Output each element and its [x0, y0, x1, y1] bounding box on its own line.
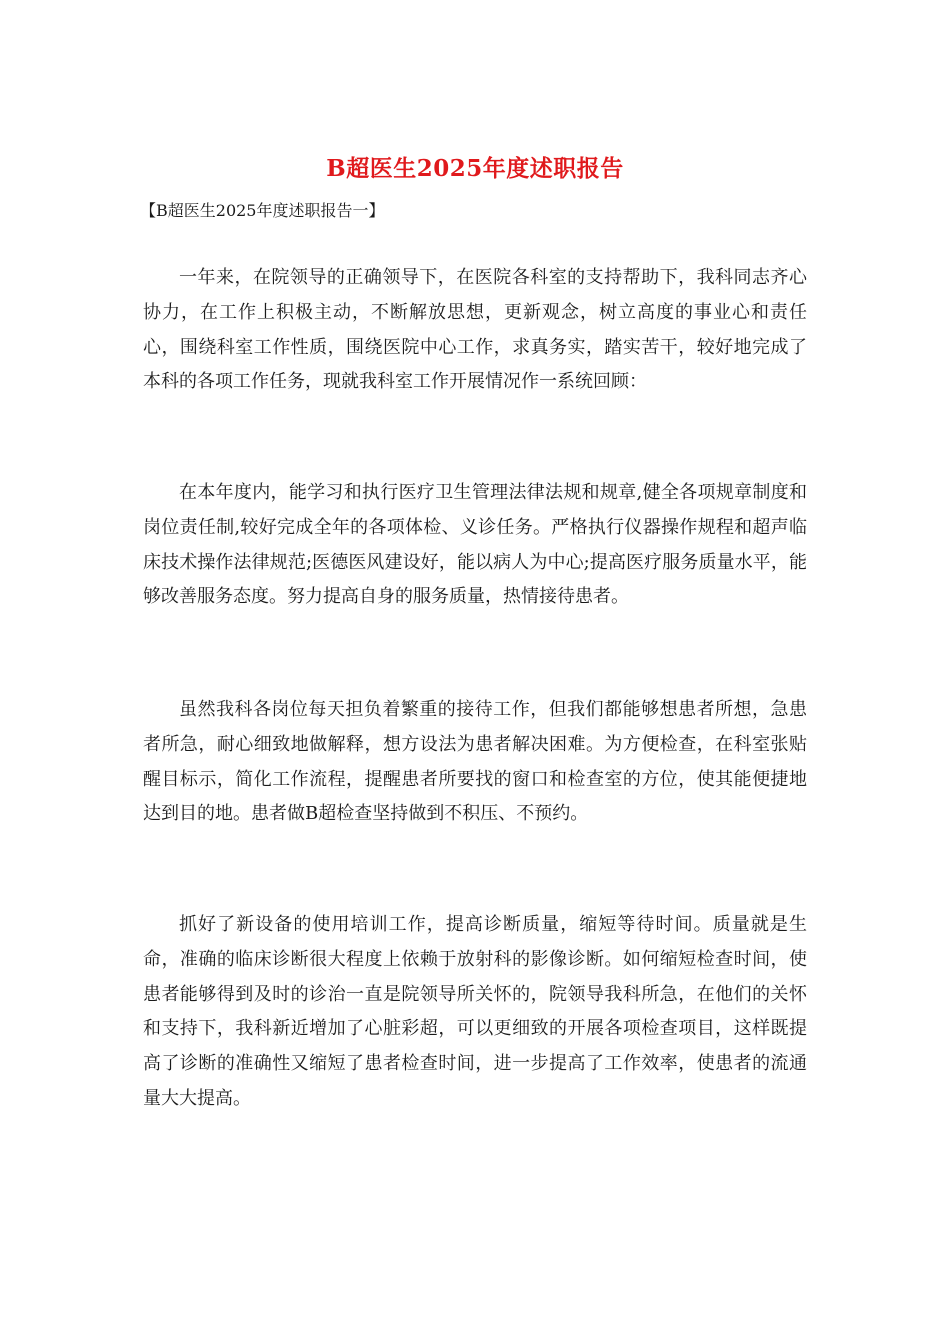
document-title: B超医生2025年度述职报告	[326, 155, 624, 182]
body-paragraph-4: 抓好了新设备的使用培训工作，提高诊断质量，缩短等待时间。质量就是生命，准确的临床诊断很大程度上依赖于放射科的影像诊断。如何缩短检查时间，使患者能够得到及时的诊治一直是院领导所关怀的，院领导我科所急，在他们的关怀和支持下，我科新近增加了心脏彩超，可以更细致的开展各项检查项目，这样既提高了诊断的准确性又缩短了患者检查时间，进一步提高了工作效率，使患者的流通量大大提高。	[143, 914, 807, 1109]
section-heading: 【B超医生2025年度述职报告一】	[140, 201, 385, 220]
body-paragraph-3: 虽然我科各岗位每天担负着繁重的接待工作，但我们都能够想患者所想，急患者所急，耐心细致地做解释，想方设法为患者解决困难。为方便检查，在科室张贴醒目标示，简化工作流程，提醒患者所要找的窗口和检查室的方位，使其能便捷地达到目的地。患者做B超检查坚持做到不积压、不预约。	[143, 699, 807, 825]
body-paragraph-1: 一年来，在院领导的正确领导下，在医院各科室的支持帮助下，我科同志齐心协力，在工作上积极主动，不断解放思想，更新观念，树立高度的事业心和责任心，围绕科室工作性质，围绕医院中心工作，求真务实，踏实苦干，较好地完成了本科的各项工作任务，现就我科室工作开展情况作一系统回顾：	[143, 267, 807, 393]
body-paragraph-2: 在本年度内，能学习和执行医疗卫生管理法律法规和规章,健全各项规章制度和岗位责任制,较好完成全年的各项体检、义诊任务。严格执行仪器操作规程和超声临床技术操作法律规范;医德医风建设好，能以病人为中心;提高医疗服务质量水平，能够改善服务态度。努力提高自身的服务质量，热情接待患者。	[143, 482, 807, 608]
